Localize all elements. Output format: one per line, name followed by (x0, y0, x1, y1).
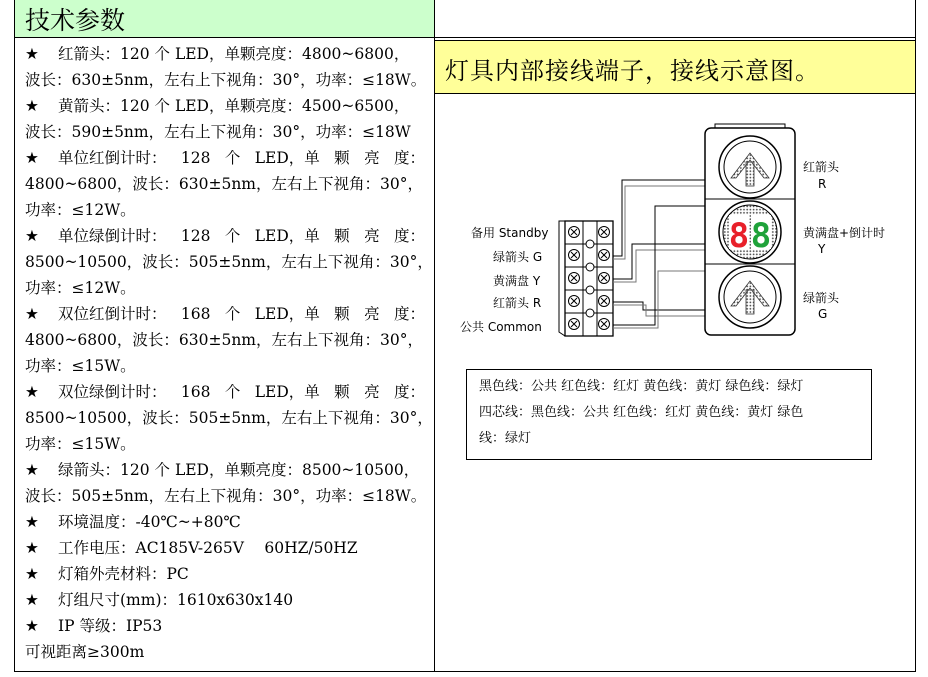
spec-single-green-3: 功率：≤12W。 (25, 279, 136, 297)
green-arrow-lamp (719, 266, 781, 328)
spec-single-green-1: ★ 单位绿倒计时： 128 个 LED，单 颗 亮 度： (25, 227, 425, 245)
lamp-label-red-cn: 红箭头 (803, 160, 840, 174)
spec-double-green-1: ★ 双位绿倒计时： 168 个 LED，单 颗 亮 度： (25, 383, 425, 401)
spec-single-red-1: ★ 单位红倒计时： 128 个 LED，单 颗 亮 度： (25, 149, 425, 167)
spec-header-title: 技术参数 (25, 6, 126, 35)
spec-material: ★ 灯箱外壳材料：PC (25, 565, 189, 583)
terminal-label-yellow: 黄满盘 Y (493, 274, 541, 288)
wiring-note-line-3: 线：绿灯 (479, 431, 532, 446)
spec-single-green-2: 8500~10500，波长：505±5nm，左右上下视角：30°， (25, 253, 433, 271)
spec-temperature: ★ 环境温度：-40℃~+80℃ (25, 513, 241, 531)
spec-size: ★ 灯组尺寸(mm)：1610x630x140 (25, 591, 294, 609)
spec-yellow-arrow-2: 波长：590±5nm，左右上下视角：30°，功率：≤18W (25, 123, 411, 141)
spec-red-arrow-2: 波长：630±5nm，左右上下视角：30°，功率：≤18W。 (25, 71, 427, 89)
red-arrow-lamp (719, 136, 781, 198)
terminal-label-green: 绿箭头 G (493, 250, 543, 264)
spec-red-arrow-1: ★ 红箭头：120 个 LED，单颗亮度：4800~6800， (25, 45, 410, 63)
wiring-note-line-1: 黑色线：公共 红色线：红灯 黄色线：黄灯 绿色线：绿灯 (479, 379, 804, 394)
diagram-title: 灯具内部接线端子，接线示意图。 (445, 57, 820, 85)
spec-single-red-2: 4800~6800，波长：630±5nm，左右上下视角：30°， (25, 175, 423, 193)
lamp-label-yellow-cn: 黄满盘+倒计时 (803, 226, 886, 240)
lamp-label-green-en: G (818, 307, 828, 321)
lamp-label-red-en: R (818, 177, 827, 191)
terminal-label-red: 红箭头 R (493, 296, 542, 310)
wires (613, 180, 705, 328)
terminal-block (559, 221, 613, 336)
terminal-label-common: 公共 Common (460, 320, 542, 334)
countdown-digit-red: 8 (728, 216, 750, 256)
spec-double-green-3: 功率：≤15W。 (25, 435, 136, 453)
countdown-digit-green: 8 (750, 216, 772, 256)
spec-ip: ★ IP 等级：IP53 (25, 617, 163, 635)
countdown-lamp (719, 201, 781, 263)
wiring-note-line-2: 四芯线：黑色线：公共 红色线：红灯 黄色线：黄灯 绿色 (479, 405, 804, 420)
spec-single-red-3: 功率：≤12W。 (25, 201, 136, 219)
spec-double-red-1: ★ 双位红倒计时： 168 个 LED，单 颗 亮 度： (25, 305, 425, 323)
lamp-label-yellow-en: Y (818, 242, 826, 256)
lamp-label-green-cn: 绿箭头 (803, 291, 840, 305)
spec-yellow-arrow-1: ★ 黄箭头：120 个 LED，单颗亮度：4500~6500， (25, 97, 410, 115)
spec-double-red-2: 4800~6800，波长：630±5nm，左右上下视角：30°， (25, 331, 423, 349)
spec-double-red-3: 功率：≤15W。 (25, 357, 136, 375)
spec-distance: 可视距离≥300m (25, 643, 145, 661)
spec-green-arrow-2: 波长：505±5nm，左右上下视角：30°，功率：≤18W。 (25, 487, 427, 505)
spec-green-arrow-1: ★ 绿箭头：120 个 LED，单颗亮度：8500~10500， (25, 461, 420, 479)
wiring-color-note (466, 369, 872, 460)
terminal-label-standby: 备用 Standby (471, 226, 549, 240)
spec-double-green-2: 8500~10500，波长：505±5nm，左右上下视角：30°， (25, 409, 433, 427)
spec-voltage: ★ 工作电压：AC185V-265V 60HZ/50HZ (25, 539, 358, 557)
